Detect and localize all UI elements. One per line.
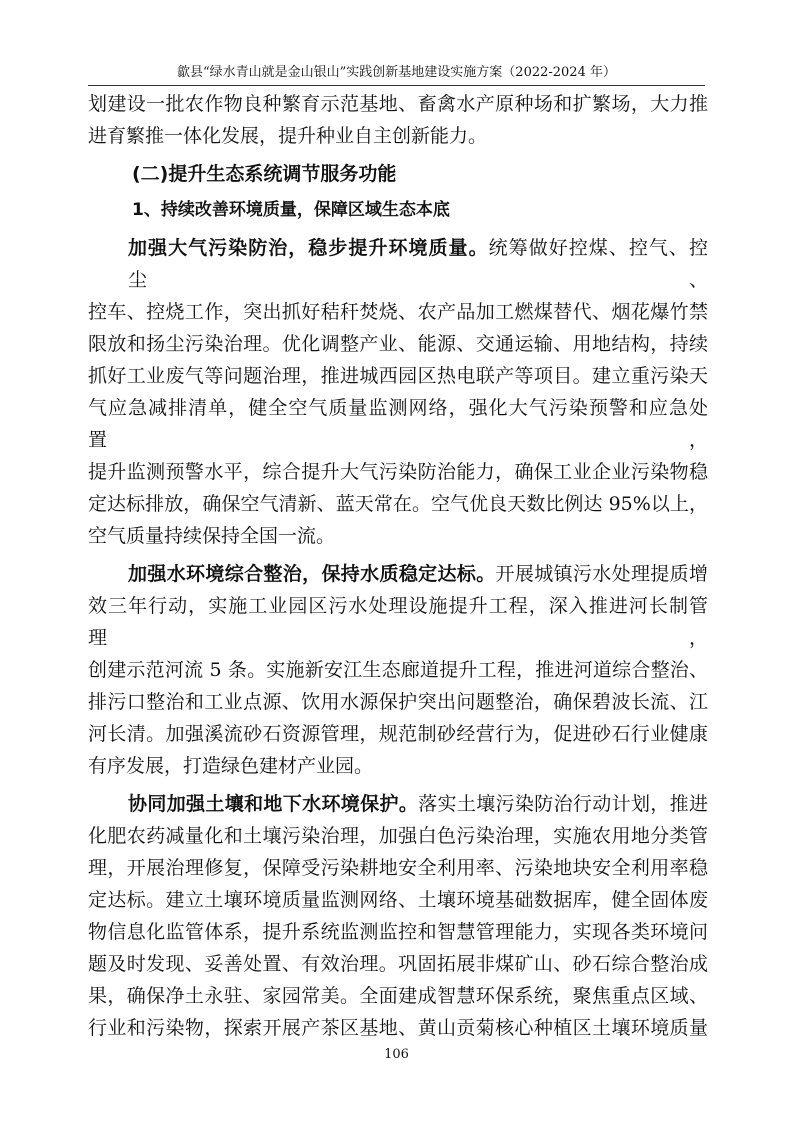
body-line: 定达标。建立土壤环境质量监测网络、土壤环境基础数据库，健全固体废 [88, 889, 708, 911]
body-line: 控车、控烧工作，突出抓好秸秆焚烧、农产品加工燃煤替代、烟花爆竹禁 [88, 301, 708, 323]
body-line: 理，开展治理修复，保障受污染耕地安全利用率、污染地块安全利用率稳 [88, 857, 708, 879]
paragraph-lead: 加强水环境综合整治，保持水质稳定达标。 [128, 563, 496, 585]
paragraph-water [88, 558, 708, 782]
body-line: 气应急减排清单，健全空气质量监测网络，强化大气污染预警和应急处置， [88, 397, 708, 451]
body-line: 果，确保净土永驻、家园常美。全面建成智慧环保系统，聚焦重点区域、 [88, 985, 708, 1007]
section-heading: (二)提升生态系统调节服务功能 [132, 163, 397, 185]
page-footer [0, 1047, 793, 1062]
paragraph-lead: 加强大气污染防治，稳步提升环境质量。 [128, 237, 489, 259]
paragraph-soil [88, 788, 708, 1044]
paragraph-first-line [88, 788, 708, 820]
body-line: 定达标排放，确保空气清新、蓝天常在。空气优良天数比例达 95%以上， [88, 493, 708, 515]
paragraph-first-text: 开展城镇污水处理提质增 [495, 563, 708, 585]
page-number: 106 [384, 1047, 409, 1062]
body-line: 创建示范河流 5 条。实施新安江生态廊道提升工程，推进河道综合整治、 [88, 659, 708, 681]
paragraph-lead: 协同加强土壤和地下水环境保护。 [128, 793, 419, 815]
paragraph-first-line [88, 558, 708, 590]
body-line: 进育繁推一体化发展，提升种业自主创新能力。 [88, 125, 488, 147]
body-line: 划建设一批农作物良种繁育示范基地、畜禽水产原种场和扩繁场，大力推 [88, 93, 708, 115]
body-line: 限放和扬尘污染治理。优化调整产业、能源、交通运输、用地结构，持续 [88, 333, 708, 355]
paragraph-first-line [88, 232, 708, 296]
body-line: 效三年行动，实施工业园区污水处理设施提升工程，深入推进河长制管理， [88, 595, 708, 649]
body-line: 提升监测预警水平，综合提升大气污染防治能力，确保工业企业污染物稳 [88, 461, 708, 483]
page-content [88, 88, 708, 1044]
body-line: 题及时发现、妥善处置、有效治理。巩固拓展非煤矿山、砂石综合整治成 [88, 953, 708, 975]
body-line: 有序发展，打造绿色建材产业园。 [88, 755, 374, 777]
body-line: 排污口整治和工业点源、饮用水源保护突出问题整治，确保碧波长流、江 [88, 691, 708, 713]
body-line: 行业和污染物，探索开展产茶区基地、黄山贡菊核心种植区土壤环境质量 [88, 1017, 708, 1039]
body-line: 化肥农药减量化和土壤污染治理，加强白色污染治理，实施农用地分类管 [88, 825, 708, 847]
subsection-heading: 1、持续改善环境质量，保障区域生态本底 [132, 200, 450, 220]
body-line: 抓好工业废气等问题治理，推进城西园区热电联产等项目。建立重污染天 [88, 365, 708, 387]
paragraph-first-text: 落实土壤污染防治行动计划，推进 [418, 793, 708, 815]
body-line: 河长清。加强溪流砂石资源管理，规范制砂经营行为，促进砂石行业健康 [88, 723, 708, 745]
paragraph-first-text: 统筹做好控煤、控气、控尘、 [128, 237, 708, 291]
running-header-title: 歙县“绿水青山就是金山银山”实践创新基地建设实施方案（2022-2024 年） [177, 65, 616, 80]
body-line: 空气质量持续保持全国一流。 [88, 525, 336, 547]
paragraph-air [88, 232, 708, 552]
body-line: 物信息化监管体系，提升系统监测监控和智慧管理能力，实现各类环境问 [88, 921, 708, 943]
running-header [88, 63, 705, 86]
